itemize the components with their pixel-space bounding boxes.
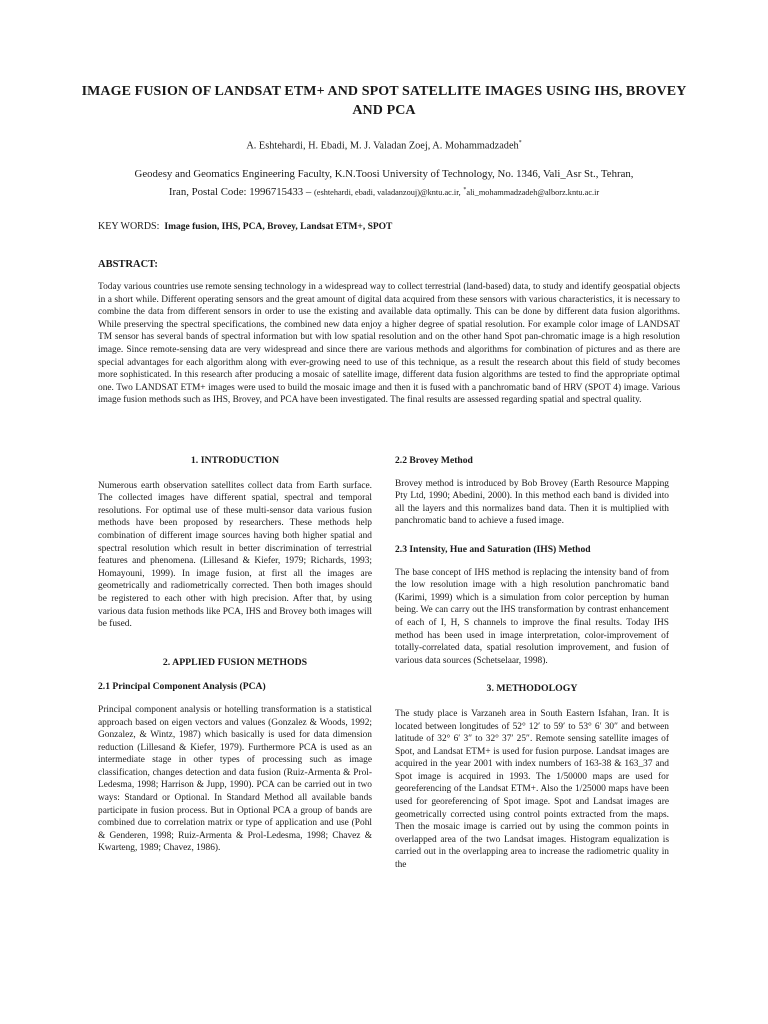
affiliation-email-2: ali_mohammadzadeh@alborz.kntu.ac.ir — [466, 187, 600, 197]
affiliation-line-1: Geodesy and Geomatics Engineering Faculty, K.N.Toosi University of Technology, No. 1346, Vali_Asr St., Tehran, — [134, 168, 634, 180]
pca-heading: 2.1 Principal Component Analysis (PCA) — [98, 681, 266, 693]
introduction-heading: 1. INTRODUCTION — [190, 455, 280, 466]
affiliation — [80, 166, 688, 201]
introduction-text: Numerous earth observation satellites collect data from Earth surface. The collected images have different spatial, spectral and temporal resolutions. For optimal use of these multi-sensor data various fusion methods have been proposed by researchers. These methods help combination of different image sources having both higher spatial and spectral resolution which result in better discrimination of terrestrial features and phenomena. (Lillesand & Kiefer, 1979; Richards, 1993; Homayouni, 1999). In image fusion, at first all the images are geometrically and radiometrically corrected. Then both images should be registered to each other with high precision. After that, by using various data fusion methods like PCA, IHS and Brovey both images will be fused. — [98, 480, 372, 630]
brovey-text: Brovey method is introduced by Bob Brovey (Earth Resource Mapping Pty Ltd, 1990; Abedini, 2000). In this method each band is divided into all the layers and this normalizes band data. Then it is multiplied with panchromatic band to achieve a fused image. — [395, 478, 669, 527]
ihs-heading: 2.3 Intensity, Hue and Saturation (IHS) Method — [395, 543, 591, 555]
affiliation-emails: (eshtehardi, ebadi, valadanzouj)@kntu.ac.ir, — [314, 187, 461, 197]
left-column — [98, 455, 372, 871]
author-names: A. Eshtehardi, H. Ebadi, M. J. Valadan Zoej, A. Mohammadzadeh — [246, 140, 519, 152]
keywords-label: KEY WORDS: — [98, 221, 160, 232]
abstract-heading: ABSTRACT: — [98, 259, 158, 270]
affiliation-line-2: Iran, Postal Code: 1996715433 – (eshtehardi, ebadi, valadanzouj)@kntu.ac.ir, *ali_mohammadzadeh@alborz.kntu.ac.ir — [168, 185, 600, 198]
authors: A. Eshtehardi, H. Ebadi, M. J. Valadan Zoej, A. Mohammadzadeh* — [246, 140, 522, 152]
keywords — [98, 221, 678, 232]
affiliation-address: Iran, Postal Code: 1996715433 – — [168, 185, 312, 198]
right-column — [395, 455, 669, 888]
keywords-list: Image fusion, IHS, PCA, Brovey, Landsat ETM+, SPOT — [164, 222, 393, 232]
paper-title: IMAGE FUSION OF LANDSAT ETM+ AND SPOT SATELLITE IMAGES USING IHS, BROVEY AND PCA — [81, 84, 687, 118]
methodology-heading: 3. METHODOLOGY — [486, 683, 578, 695]
methodology-text: The study place is Varzaneh area in South Eastern Isfahan, Iran. It is located between longitudes of 52° 12′ to 59′ to 53° 6′ 30″ and between latitude of 32° 6′ 3″ to 32° 37′ 25″. Remote sensing satellite images of Spot, and Landsat ETM+ is used for fusion purpose. Landsat images are acquired in the year 2001 with index numbers of 163-38 & 163_37 and Spot image is acquired in 1993. The 1/50000 maps are used for georeferencing of the Landsat ETM+. Also the 1/25000 maps have been used for georeferencing of Spot image. Spot and Landsat images are geometrically corrected using control points extracted from the maps. Then the mosaic image is carried out by using the common points in overlapped area of the two Landsat images. Histogram equalization is carried out in the overlapping area to increase the radiometric quality in the — [395, 708, 669, 871]
abstract-text: Today various countries use remote sensing technology in a widespread way to collect terrestrial (land-based) data, to study and identify geospatial objects in a short while. Different operating sensors and the great amount of digital data acquired from these sensors with various characteristics, it is necessary to combine the data from different sensors in order to use the existing and available data optimally. This can be done by different data fusion algorithms. While preserving the spectral specifications, the combined new data enjoy a higher degree of spatial resolution. For example color image of LANDSAT TM sensor has several bands of spectral information but with low spatial resolution and on the other hand Spot pan-chromatic image is a high resolution image. Since remote-sensing data are very widespread and since there are various methods and algorithms for combination of pictures and as there are special advantages for each algorithm along with ever-growing need to use of this technique, as a result the research about this field of study becomes more sophisticated. In this research after producing a mosaic of satellite image, different data fusion algorithms are tested to find the appropriate optimal one. Two LANDSAT ETM+ images were used to build the mosaic image and then it is fused with a panchromatic band of HRV (SPOT 4) image. Various image fusion methods such as IHS, Brovey, and PCA have been investigated. The final results are assessed regarding spatial and spectral quality. — [98, 282, 680, 406]
methods-heading: 2. APPLIED FUSION METHODS — [162, 656, 308, 668]
ihs-text: The base concept of IHS method is replacing the intensity band of from the low resolution image with a high resolution panchromatic band (Karimi, 1999) which is a simulation from color perception by human being. We can carry out the IHS transformation by contrast enhancement of each of I, H, S channels to improve the final results. Today IHS method has been used in image interpretation, color-improvement of totally-correlated data, spatial resolution improvement, and fusion of various data sources (Schetselaar, 1998). — [395, 567, 669, 666]
brovey-heading: 2.2 Brovey Method — [395, 455, 473, 466]
pca-text: Principal component analysis or hotelling transformation is a statistical approach based on eigen vectors and values (Gonzalez & Woods, 1992; Gonzalez, & Wintz, 1987) which basically is used for data dimension reduction (Lillesand & Kiefer, 1979). Furthermore PCA is used as an intermediate stage in other types of processing such as image classification, changes detection and data fusion (Ruiz-Armenta & Prol-Ledesma, 1998; Harrison & Jupp, 1990). PCA can be carried out in two ways: Standard or Optional. In Standard Method all available bands participate in fusion process. But in Optional PCA a group of bands are combined due to correlation matrix or type of application and use (Pohl & Genderen, 1998; Ruiz-Armenta & Prol-Ledesma, 1998; Chavez & Kwarteng, 1989; Chavez, 1986). — [98, 704, 372, 854]
